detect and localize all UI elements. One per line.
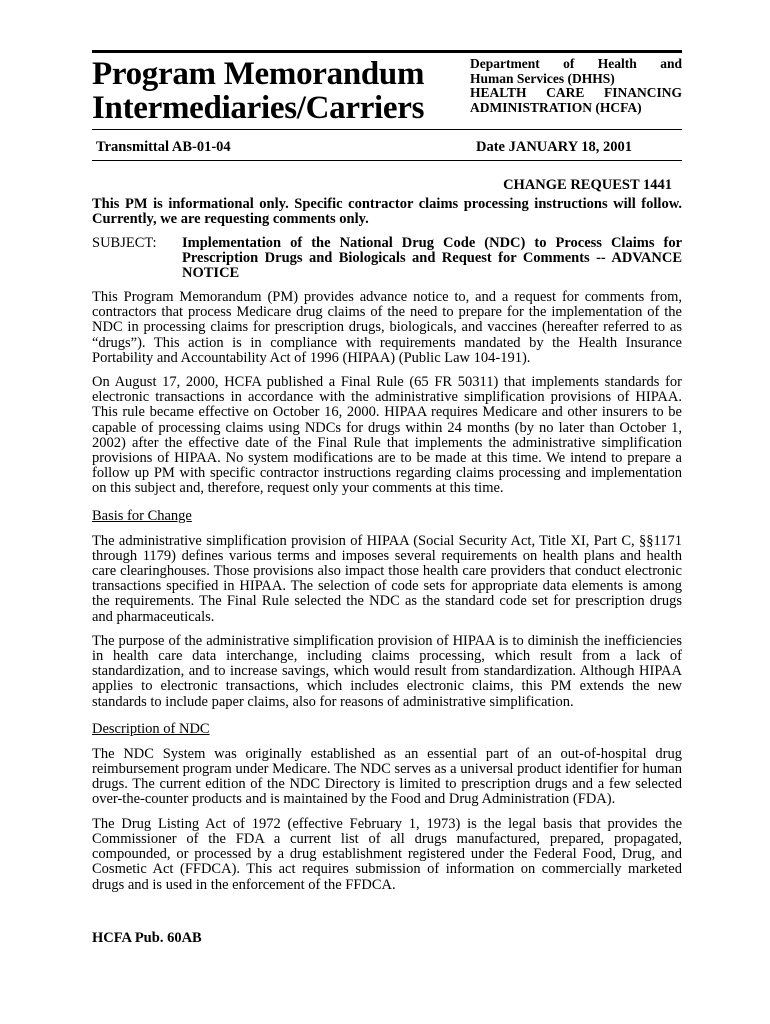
paragraph-final-rule: On August 17, 2000, HCFA published a Final Rule (65 FR 50311) that implements standards for electronic transactions in accordance with the administrative simplification provisions of HIPAA. This rule became effective on October 16, 2000. HIPAA requires Medicare and other insurers to be capable of processing claims using NDCs for drugs within 24 months (by no later than October 1, 2002) after the effective date of the Final Rule that implements the administrative simplification provisions of HIPAA. No system modifications are to be made at this time. We intend to prepare a follow up PM with specific contractor instructions regarding claims processing and implementation on this subject and, therefore, request only your comments at this time. (92, 374, 682, 497)
memo-page (92, 50, 682, 893)
paragraph-intro: This Program Memorandum (PM) provides advance notice to, and a request for comments from, contractors that process Medicare drug claims of the need to prepare for the implementation of the NDC in processing claims for prescription drugs, biologicals, and vaccines (hereafter referred to as “drugs”). This action is in compliance with requirements mandated by the Health Insurance Portability and Accountability Act of 1996 (HIPAA) (Public Law 104-191). (92, 289, 682, 366)
change-request: CHANGE REQUEST 1441 (503, 177, 672, 193)
dept-line-1: Department of Health and (470, 56, 682, 71)
section-heading-basis: Basis for Change (92, 507, 192, 524)
subject-text: Implementation of the National Drug Code (NDC) to Process Claims for Prescription Drugs and Biologicals and Request for Comments -- ADVANCE NOTICE (182, 235, 682, 281)
department-block (470, 57, 682, 115)
transmittal-number: Transmittal AB-01-04 (96, 139, 231, 155)
paragraph-ndc-system: The NDC System was originally established as an essential part of an out-of-hospital drug reimbursement program under Medicare. The NDC serves as a universal product identifier for human drugs. The current edition of the NDC Directory is limited to prescription drugs and a few selected over-the-counter products and is maintained by the Food and Drug Administration (FDA). (92, 745, 682, 808)
paragraph-admin-simplification: The administrative simplification provision of HIPAA (Social Security Act, Title XI, Part C, §§1171 through 1179) defines various terms and imposes several requirements on health plans and health care clearinghouses. Those provisions also impact those health care providers that conduct electronic transactions specified in HIPAA. The selection of code sets for appropriate data elements is among the requirements. The Final Rule selected the NDC as the standard code set for prescription drugs and pharmaceuticals. (92, 532, 682, 625)
publication-footer: HCFA Pub. 60AB (92, 930, 202, 946)
dept-line-4: ADMINISTRATION (HCFA) (470, 99, 642, 115)
paragraph-drug-listing-act: The Drug Listing Act of 1972 (effective February 1, 1973) is the legal basis that provides the Commissioner of the FDA a current list of all drugs manufactured, prepared, propagated, compounded, or processed by a drug establishment registered under the Federal Food, Drug, and Cosmetic Act (FFDCA). This act requires submission of information on commercially marketed drugs and is used in the enforcement of the FFDCA. (92, 815, 682, 893)
informational-notice: This PM is informational only. Specific contractor claims processing instructions will follow. Currently, we are requesting comments only. (92, 196, 682, 227)
transmittal-rule (92, 160, 682, 161)
paragraph-purpose: The purpose of the administrative simplification provision of HIPAA is to diminish the inefficiencies in health care data interchange, including claims processing, which result from a lack of standardization, and to increase savings, which would result from standardization. Although HIPAA applies to electronic transactions, which includes electronic claims, this PM extends the new standards to include paper claims, also for reasons of administrative simplification. (92, 632, 682, 710)
subject-block (92, 236, 682, 281)
section-heading-ndc: Description of NDC (92, 720, 210, 737)
memo-date: Date JANUARY 18, 2001 (476, 139, 633, 155)
title-line-1: Program Memorandum (92, 56, 425, 92)
dept-line-2: Human Services (DHHS) (470, 70, 615, 86)
document-title (92, 57, 424, 125)
memo-header (92, 53, 682, 129)
dept-line-3: HEALTH CARE FINANCING (470, 85, 682, 100)
header-rule (92, 129, 682, 130)
title-line-2: Intermediaries/Carriers (92, 90, 425, 126)
subject-label: SUBJECT: (92, 235, 157, 251)
transmittal-row (92, 134, 682, 160)
